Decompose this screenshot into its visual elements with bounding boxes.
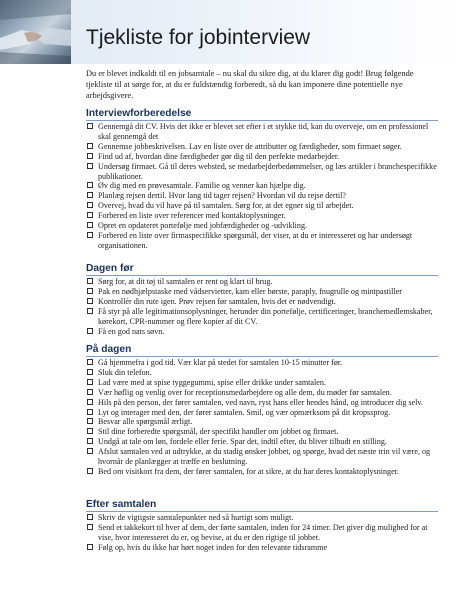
section-heading: Efter samtalen xyxy=(86,499,438,512)
checklist-item xyxy=(86,211,438,221)
checklist-item xyxy=(86,152,438,162)
checklist xyxy=(86,358,438,477)
checklist-item xyxy=(86,513,438,523)
checkbox[interactable] xyxy=(87,278,93,284)
checkbox[interactable] xyxy=(87,212,93,218)
checklist-item xyxy=(86,231,438,251)
checklist-item xyxy=(86,368,438,378)
checklist-item xyxy=(86,191,438,201)
checkbox[interactable] xyxy=(87,438,93,444)
section-heading: På dagen xyxy=(86,344,438,357)
checklist-item xyxy=(86,447,438,467)
checkbox[interactable] xyxy=(87,369,93,375)
section-interview-preparation xyxy=(86,108,438,251)
checklist-item-text: Forbered en liste over firmaspecifikke spørgsmål, der viser, at du er interesseret og har undersøgt organisationen. xyxy=(98,230,413,250)
checklist-item xyxy=(86,327,438,337)
intro-paragraph: Du er blevet indkaldt til en jobsamtale – nu skal du sikre dig, at du klarer dig godt! Brug følgende tjekliste til at sørge for, at du er fuldstændig forberedt, så du kan imponere dine potentielle nye arbejdsgivere. xyxy=(86,69,414,100)
checklist-item-text: Få en god nats søvn. xyxy=(98,326,165,336)
checklist-item-text: Følg op, hvis du ikke har hørt noget inden for den relevante tidsramme xyxy=(98,542,328,552)
checklist-item-text: Lyt og interager med den, der fører samtalen. Smil, og vær opmærksom på dit kropssprog. xyxy=(98,407,391,417)
checkbox[interactable] xyxy=(87,379,93,385)
checkbox[interactable] xyxy=(87,288,93,294)
handshake-photo xyxy=(0,0,71,64)
checkbox[interactable] xyxy=(87,389,93,395)
page-title: Tjekliste for jobinterview xyxy=(86,26,311,49)
checklist-item-text: Sluk din telefon. xyxy=(98,367,152,377)
checklist-item-text: Planlæg rejsen dertil. Hvor lang tid tager rejsen? Hvordan vil du rejse dertil? xyxy=(98,191,346,201)
checklist xyxy=(86,122,438,251)
checkbox[interactable] xyxy=(87,202,93,208)
checkbox[interactable] xyxy=(87,524,93,530)
checklist-item-text: Afslut samtalen ved at udtrykke, at du stadig ønsker jobbet, og spørge, hvad det næste trin vil være, og hvornår de planlægger at træffe en beslutning. xyxy=(98,447,431,467)
checklist-item-text: Find ud af, hvordan dine færdigheder gør dig til den perfekte medarbejder. xyxy=(98,151,340,161)
checkbox[interactable] xyxy=(87,428,93,434)
checklist-item-text: Vær høflig og venlig over for receptionsmedarbejdere og alle dem, du møder før samtalen. xyxy=(98,387,392,397)
checkbox[interactable] xyxy=(87,182,93,188)
checklist-item xyxy=(86,201,438,211)
checkbox[interactable] xyxy=(87,359,93,365)
checklist-item-text: Hils på den person, der fører samtalen, ved navn, ryst hans eller hendes hånd, og introducer dig selv. xyxy=(98,397,423,407)
checklist-item-text: Lad være med at spise tyggegummi, spise eller drikke under samtalen. xyxy=(98,377,326,387)
checklist-item-text: Gå hjemmefra i god tid. Vær klar på stedet for samtalen 10-15 minutter før. xyxy=(98,358,343,367)
checklist-item xyxy=(86,181,438,191)
checkbox[interactable] xyxy=(87,232,93,238)
checklist-item xyxy=(86,388,438,398)
section-day-before xyxy=(86,263,438,336)
checklist-item-text: Forbered en liste over referencer med kontaktoplysninger. xyxy=(98,211,286,221)
checkbox[interactable] xyxy=(87,514,93,520)
checkbox[interactable] xyxy=(87,544,93,550)
checklist-item-text: Stil dine forberedte spørgsmål, der specifikt handler om jobbet og firmaet. xyxy=(98,427,339,437)
checklist-item xyxy=(86,358,438,368)
checklist-item xyxy=(86,297,438,307)
section-heading: Interviewforberedelse xyxy=(86,108,438,121)
checkbox[interactable] xyxy=(87,468,93,474)
checklist-item-text: Få styr på alle legitimationsoplysninger, herunder din portefølje, certificeringer, branchemedlemskaber, kørekort, CPR-nummer og flere kopier af dit CV. xyxy=(98,306,433,326)
checklist-item xyxy=(86,398,438,408)
checkbox[interactable] xyxy=(87,298,93,304)
checklist-item-text: Bed om visitkort fra dem, der fører samtalen, for at sikre, at du har deres kontaktoplysninger. xyxy=(98,466,399,476)
checkbox[interactable] xyxy=(87,192,93,198)
checklist-item xyxy=(86,122,438,142)
checklist-item-text: Skriv de vigtigste samtalepunkter ned så hurtigt som muligt. xyxy=(98,513,294,522)
section-on-the-day xyxy=(86,344,438,477)
checklist-item xyxy=(86,417,438,427)
checklist-item xyxy=(86,277,438,287)
checklist-item xyxy=(86,523,438,543)
checklist-item xyxy=(86,427,438,437)
checklist-item xyxy=(86,287,438,297)
checklist-item xyxy=(86,408,438,418)
checklist-item xyxy=(86,162,438,182)
checklist-item-text: Undgå at tale om løn, fordele eller ferie. Spar det, indtil efter, du bliver tilbudt en stilling. xyxy=(98,437,387,447)
checklist-item xyxy=(86,142,438,152)
checkbox[interactable] xyxy=(87,328,93,334)
checklist-item-text: Sørg for, at dit tøj til samtalen er rent og klart til brug. xyxy=(98,277,273,286)
checklist-item-text: Øv dig med en prøvesamtale. Familie og venner kan hjælpe dig. xyxy=(98,181,306,191)
checklist-item xyxy=(86,437,438,447)
checklist-item-text: Kontrollér din rute igen. Prøv rejsen før samtalen, hvis det er nødvendigt. xyxy=(98,296,336,306)
checklist-item xyxy=(86,543,438,553)
checklist xyxy=(86,513,438,553)
checklist-item-text: Opret en opdateret portefølje med jobfærdigheder og -udvikling. xyxy=(98,221,308,231)
checkbox[interactable] xyxy=(87,222,93,228)
checklist-item-text: Pak en nødhjælpstaske med vådservietter, kam eller børste, paraply, fnugrulle og mintpastiller xyxy=(98,286,402,296)
checkbox[interactable] xyxy=(87,399,93,405)
checklist-item-text: Besvar alle spørgsmål ærligt. xyxy=(98,417,193,427)
checkbox[interactable] xyxy=(87,418,93,424)
section-after-interview xyxy=(86,499,438,553)
checklist-item xyxy=(86,221,438,231)
section-heading: Dagen før xyxy=(86,263,438,276)
checklist-item-text: Gennemse jobbeskrivelsen. Lav en liste over de attributter og færdigheder, som firmaet søger. xyxy=(98,141,402,151)
header-banner xyxy=(0,0,462,64)
checklist-item-text: Overvej, hvad du vil have på til samtalen. Sørg for, at det egner sig til arbejdet. xyxy=(98,201,354,211)
checklist-item xyxy=(86,378,438,388)
checklist-item-text: Send et takkekort til hver af dem, der førte samtalen, inden for 24 timer. Det giver dig mulighed for at vise, hvor interesseret du er, og bevise, at du er den rigtige til jobbet. xyxy=(98,522,428,542)
checkbox[interactable] xyxy=(87,153,93,159)
checkbox[interactable] xyxy=(87,123,93,129)
checklist-item-text: Gennemgå dit CV. Hvis det ikke er blevet set efter i et stykke tid, kan du overveje, om en professionel skal gennemgå det xyxy=(98,122,429,141)
checkbox[interactable] xyxy=(87,308,93,314)
checklist-item-text: Undersøg firmaet. Gå til deres websted, se medarbejderbedømmelser, og læs artikler i branchespecifikke publikationer. xyxy=(98,161,437,181)
checkbox[interactable] xyxy=(87,143,93,149)
checklist-item xyxy=(86,307,438,327)
checkbox[interactable] xyxy=(87,163,93,169)
checklist-item xyxy=(86,467,438,477)
checkbox[interactable] xyxy=(87,409,93,415)
checklist xyxy=(86,277,438,336)
checkbox[interactable] xyxy=(87,448,93,454)
